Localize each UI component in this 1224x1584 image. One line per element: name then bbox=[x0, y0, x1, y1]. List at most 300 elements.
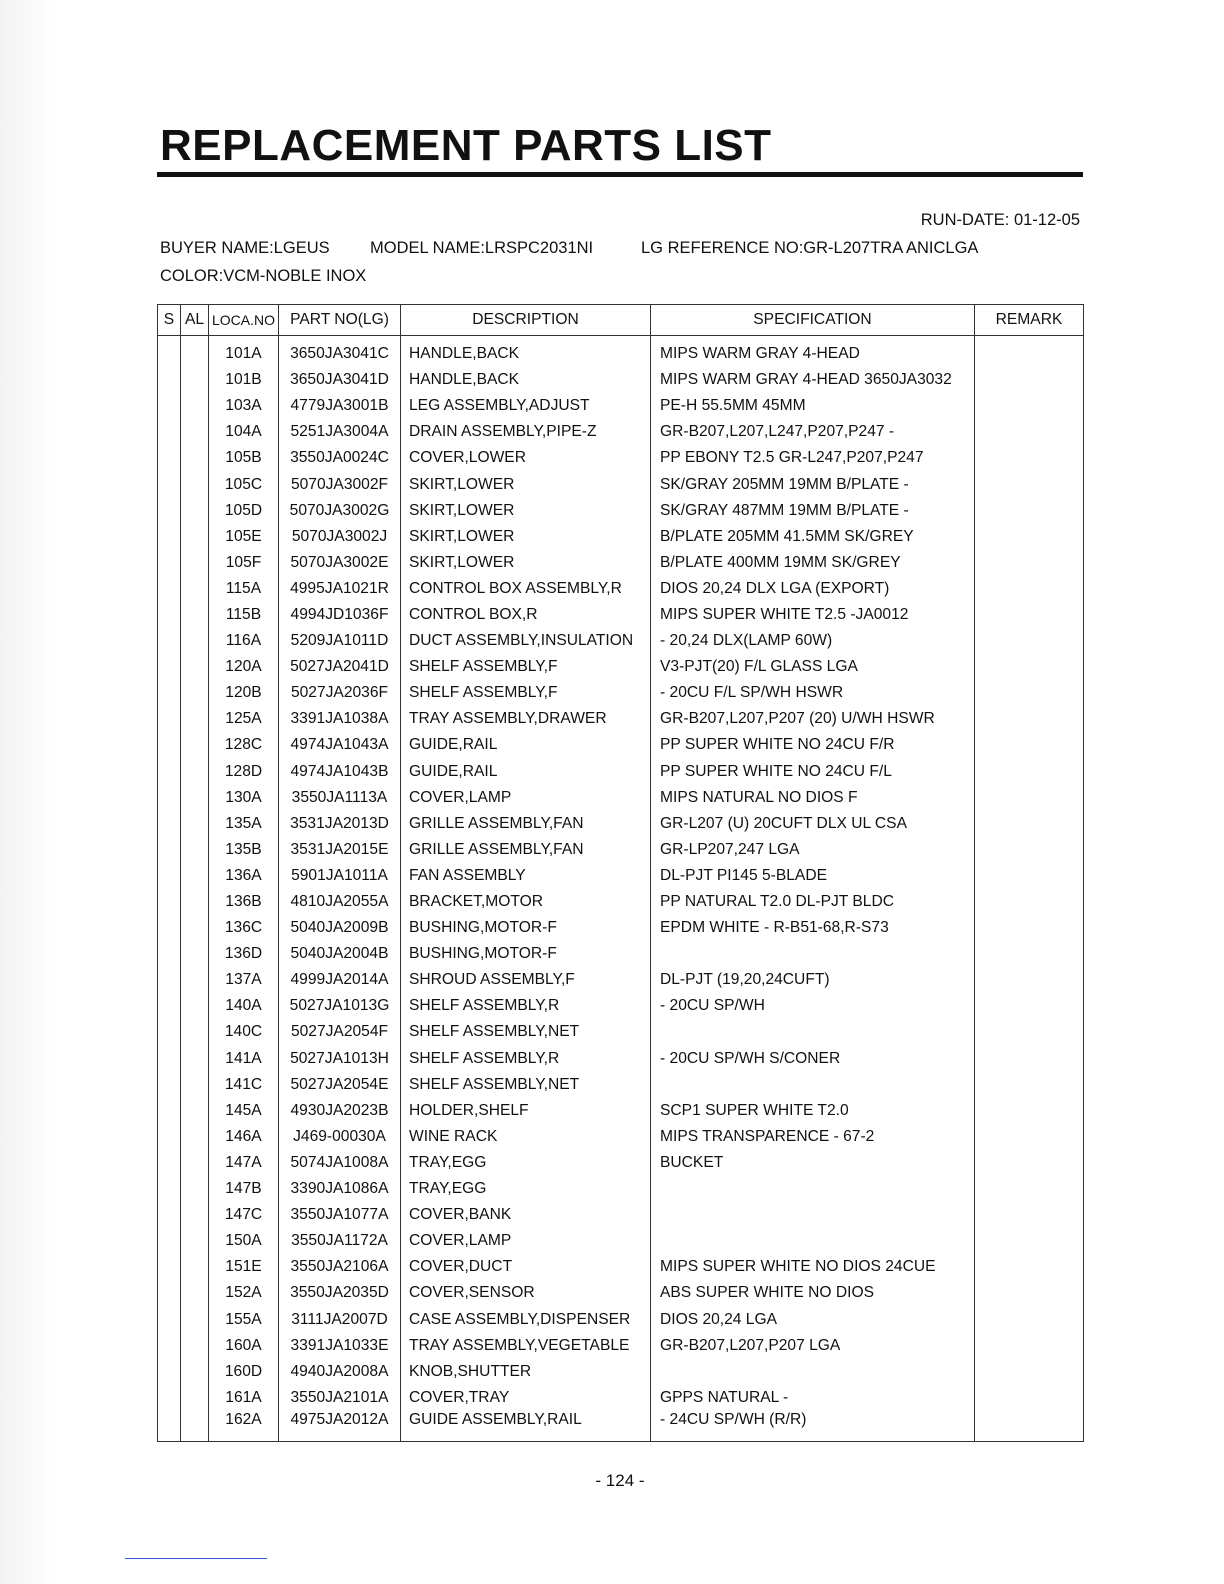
cell-remark bbox=[975, 1333, 1084, 1359]
cell-s bbox=[158, 680, 181, 706]
cell-specification: PE-H 55.5MM 45MM bbox=[651, 393, 975, 419]
cell-specification: MIPS WARM GRAY 4-HEAD 3650JA3032 bbox=[651, 367, 975, 393]
cell-loca-no: 162A bbox=[209, 1411, 279, 1442]
table-row bbox=[158, 445, 1084, 471]
cell-description: SHELF ASSEMBLY,F bbox=[401, 680, 651, 706]
cell-part-no: 4940JA2008A bbox=[279, 1359, 401, 1385]
cell-s bbox=[158, 654, 181, 680]
cell-description: GUIDE ASSEMBLY,RAIL bbox=[401, 1411, 651, 1442]
table-row bbox=[158, 993, 1084, 1019]
column-header-specification: SPECIFICATION bbox=[651, 305, 975, 336]
cell-remark bbox=[975, 863, 1084, 889]
table-row bbox=[158, 732, 1084, 758]
table-row bbox=[158, 341, 1084, 367]
cell-al bbox=[181, 393, 209, 419]
cell-s bbox=[158, 732, 181, 758]
cell-remark bbox=[975, 654, 1084, 680]
cell-remark bbox=[975, 628, 1084, 654]
cell-specification bbox=[651, 1176, 975, 1202]
cell-part-no: 5209JA1011D bbox=[279, 628, 401, 654]
parts-table-body bbox=[158, 336, 1084, 1442]
cell-remark bbox=[975, 785, 1084, 811]
cell-part-no: 4779JA3001B bbox=[279, 393, 401, 419]
cell-part-no: 5027JA2041D bbox=[279, 654, 401, 680]
cell-s bbox=[158, 1098, 181, 1124]
cell-loca-no: 120B bbox=[209, 680, 279, 706]
column-header-loca-no: LOCA.NO bbox=[209, 305, 279, 336]
cell-description: CONTROL BOX,R bbox=[401, 602, 651, 628]
lg-reference: LG REFERENCE NO:GR-L207TRA ANICLGA bbox=[641, 239, 979, 257]
cell-al bbox=[181, 759, 209, 785]
cell-specification: B/PLATE 205MM 41.5MM SK/GREY bbox=[651, 524, 975, 550]
cell-specification: BUCKET bbox=[651, 1150, 975, 1176]
cell-al bbox=[181, 1124, 209, 1150]
table-row bbox=[158, 811, 1084, 837]
cell-loca-no: 105E bbox=[209, 524, 279, 550]
footer-link-line bbox=[125, 1558, 267, 1559]
cell-remark bbox=[975, 471, 1084, 497]
cell-remark bbox=[975, 967, 1084, 993]
cell-remark bbox=[975, 993, 1084, 1019]
table-row bbox=[158, 706, 1084, 732]
cell-remark bbox=[975, 1306, 1084, 1332]
cell-part-no: 4810JA2055A bbox=[279, 889, 401, 915]
cell-remark bbox=[975, 915, 1084, 941]
cell-remark bbox=[975, 941, 1084, 967]
table-row bbox=[158, 628, 1084, 654]
cell-part-no: 4974JA1043A bbox=[279, 732, 401, 758]
page-title: REPLACEMENT PARTS LIST bbox=[160, 121, 772, 170]
cell-s bbox=[158, 967, 181, 993]
table-row bbox=[158, 941, 1084, 967]
cell-part-no: 3531JA2015E bbox=[279, 837, 401, 863]
cell-specification bbox=[651, 941, 975, 967]
cell-remark bbox=[975, 1202, 1084, 1228]
cell-s bbox=[158, 1333, 181, 1359]
cell-loca-no: 137A bbox=[209, 967, 279, 993]
table-row bbox=[158, 1359, 1084, 1385]
cell-loca-no: 105C bbox=[209, 471, 279, 497]
cell-s bbox=[158, 576, 181, 602]
cell-loca-no: 160A bbox=[209, 1333, 279, 1359]
cell-al bbox=[181, 680, 209, 706]
cell-part-no: 3550JA2106A bbox=[279, 1254, 401, 1280]
cell-description: WINE RACK bbox=[401, 1124, 651, 1150]
cell-s bbox=[158, 419, 181, 445]
cell-description: SHELF ASSEMBLY,NET bbox=[401, 1019, 651, 1045]
cell-loca-no: 145A bbox=[209, 1098, 279, 1124]
cell-remark bbox=[975, 1019, 1084, 1045]
cell-remark bbox=[975, 1280, 1084, 1306]
cell-remark bbox=[975, 706, 1084, 732]
cell-specification: GR-B207,L207,L247,P207,P247 - bbox=[651, 419, 975, 445]
cell-loca-no: 140C bbox=[209, 1019, 279, 1045]
cell-s bbox=[158, 1280, 181, 1306]
cell-specification: V3-PJT(20) F/L GLASS LGA bbox=[651, 654, 975, 680]
cell-specification: DIOS 20,24 LGA bbox=[651, 1306, 975, 1332]
cell-description: SKIRT,LOWER bbox=[401, 524, 651, 550]
cell-al bbox=[181, 576, 209, 602]
cell-specification: PP SUPER WHITE NO 24CU F/R bbox=[651, 732, 975, 758]
cell-specification: GR-B207,L207,P207 LGA bbox=[651, 1333, 975, 1359]
cell-description: COVER,LOWER bbox=[401, 445, 651, 471]
cell-specification: - 20CU SP/WH bbox=[651, 993, 975, 1019]
table-row bbox=[158, 654, 1084, 680]
cell-loca-no: 105D bbox=[209, 498, 279, 524]
cell-part-no: 3111JA2007D bbox=[279, 1306, 401, 1332]
cell-loca-no: 152A bbox=[209, 1280, 279, 1306]
table-row bbox=[158, 1072, 1084, 1098]
cell-al bbox=[181, 419, 209, 445]
cell-loca-no: 105B bbox=[209, 445, 279, 471]
cell-s bbox=[158, 941, 181, 967]
cell-al bbox=[181, 1411, 209, 1442]
cell-loca-no: 136B bbox=[209, 889, 279, 915]
cell-description: DRAIN ASSEMBLY,PIPE-Z bbox=[401, 419, 651, 445]
cell-al bbox=[181, 993, 209, 1019]
cell-remark bbox=[975, 498, 1084, 524]
table-row bbox=[158, 1202, 1084, 1228]
cell-al bbox=[181, 445, 209, 471]
cell-loca-no: 115A bbox=[209, 576, 279, 602]
cell-description: BRACKET,MOTOR bbox=[401, 889, 651, 915]
cell-remark bbox=[975, 1150, 1084, 1176]
cell-specification: SK/GRAY 487MM 19MM B/PLATE - bbox=[651, 498, 975, 524]
cell-specification bbox=[651, 1072, 975, 1098]
cell-remark bbox=[975, 889, 1084, 915]
table-row bbox=[158, 680, 1084, 706]
cell-al bbox=[181, 341, 209, 367]
cell-loca-no: 101A bbox=[209, 341, 279, 367]
cell-description: COVER,TRAY bbox=[401, 1385, 651, 1411]
cell-remark bbox=[975, 837, 1084, 863]
table-row bbox=[158, 837, 1084, 863]
cell-loca-no: 128D bbox=[209, 759, 279, 785]
cell-part-no: 4999JA2014A bbox=[279, 967, 401, 993]
table-row bbox=[158, 576, 1084, 602]
column-header-part-no: PART NO(LG) bbox=[279, 305, 401, 336]
cell-specification: PP SUPER WHITE NO 24CU F/L bbox=[651, 759, 975, 785]
table-row bbox=[158, 1333, 1084, 1359]
cell-part-no: 3391JA1038A bbox=[279, 706, 401, 732]
cell-part-no: 5251JA3004A bbox=[279, 419, 401, 445]
cell-loca-no: 103A bbox=[209, 393, 279, 419]
cell-remark bbox=[975, 1098, 1084, 1124]
cell-al bbox=[181, 1333, 209, 1359]
column-header-description: DESCRIPTION bbox=[401, 305, 651, 336]
cell-description: SHROUD ASSEMBLY,F bbox=[401, 967, 651, 993]
cell-remark bbox=[975, 1046, 1084, 1072]
cell-part-no: 5040JA2009B bbox=[279, 915, 401, 941]
cell-loca-no: 147A bbox=[209, 1150, 279, 1176]
cell-s bbox=[158, 1411, 181, 1442]
cell-description: HOLDER,SHELF bbox=[401, 1098, 651, 1124]
cell-s bbox=[158, 1046, 181, 1072]
cell-remark bbox=[975, 341, 1084, 367]
cell-al bbox=[181, 1072, 209, 1098]
cell-specification: GR-LP207,247 LGA bbox=[651, 837, 975, 863]
cell-part-no: 4930JA2023B bbox=[279, 1098, 401, 1124]
cell-al bbox=[181, 1385, 209, 1411]
cell-description: CONTROL BOX ASSEMBLY,R bbox=[401, 576, 651, 602]
cell-s bbox=[158, 863, 181, 889]
cell-al bbox=[181, 967, 209, 993]
table-row bbox=[158, 471, 1084, 497]
cell-part-no: 5070JA3002F bbox=[279, 471, 401, 497]
cell-loca-no: 115B bbox=[209, 602, 279, 628]
cell-al bbox=[181, 732, 209, 758]
cell-al bbox=[181, 863, 209, 889]
run-date: RUN-DATE: 01-12-05 bbox=[920, 211, 1080, 229]
table-row bbox=[158, 759, 1084, 785]
cell-part-no: 5070JA3002J bbox=[279, 524, 401, 550]
cell-s bbox=[158, 471, 181, 497]
cell-description: GRILLE ASSEMBLY,FAN bbox=[401, 811, 651, 837]
cell-part-no: 5070JA3002G bbox=[279, 498, 401, 524]
table-row bbox=[158, 1019, 1084, 1045]
table-row bbox=[158, 1280, 1084, 1306]
cell-al bbox=[181, 628, 209, 654]
cell-specification: MIPS TRANSPARENCE - 67-2 bbox=[651, 1124, 975, 1150]
cell-s bbox=[158, 889, 181, 915]
cell-specification: SK/GRAY 205MM 19MM B/PLATE - bbox=[651, 471, 975, 497]
cell-part-no: 5027JA2036F bbox=[279, 680, 401, 706]
cell-al bbox=[181, 889, 209, 915]
cell-loca-no: 151E bbox=[209, 1254, 279, 1280]
cell-description: COVER,SENSOR bbox=[401, 1280, 651, 1306]
cell-specification: DL-PJT (19,20,24CUFT) bbox=[651, 967, 975, 993]
table-row bbox=[158, 785, 1084, 811]
cell-remark bbox=[975, 1411, 1084, 1442]
cell-remark bbox=[975, 550, 1084, 576]
cell-al bbox=[181, 524, 209, 550]
cell-s bbox=[158, 1202, 181, 1228]
cell-loca-no: 130A bbox=[209, 785, 279, 811]
cell-part-no: 5027JA1013H bbox=[279, 1046, 401, 1072]
cell-s bbox=[158, 785, 181, 811]
table-row bbox=[158, 419, 1084, 445]
cell-remark bbox=[975, 1359, 1084, 1385]
cell-s bbox=[158, 445, 181, 471]
cell-loca-no: 140A bbox=[209, 993, 279, 1019]
cell-part-no: 5027JA1013G bbox=[279, 993, 401, 1019]
cell-loca-no: 146A bbox=[209, 1124, 279, 1150]
cell-description: GUIDE,RAIL bbox=[401, 759, 651, 785]
cell-remark bbox=[975, 602, 1084, 628]
cell-description: TRAY,EGG bbox=[401, 1150, 651, 1176]
cell-description: DUCT ASSEMBLY,INSULATION bbox=[401, 628, 651, 654]
cell-al bbox=[181, 811, 209, 837]
cell-loca-no: 155A bbox=[209, 1306, 279, 1332]
cell-specification bbox=[651, 1359, 975, 1385]
cell-al bbox=[181, 1019, 209, 1045]
cell-specification: GR-L207 (U) 20CUFT DLX UL CSA bbox=[651, 811, 975, 837]
cell-s bbox=[158, 1385, 181, 1411]
cell-part-no: 3390JA1086A bbox=[279, 1176, 401, 1202]
cell-loca-no: 141A bbox=[209, 1046, 279, 1072]
cell-description: SKIRT,LOWER bbox=[401, 550, 651, 576]
cell-loca-no: 150A bbox=[209, 1228, 279, 1254]
cell-s bbox=[158, 524, 181, 550]
cell-al bbox=[181, 915, 209, 941]
cell-s bbox=[158, 1124, 181, 1150]
cell-al bbox=[181, 1150, 209, 1176]
cell-s bbox=[158, 602, 181, 628]
cell-specification: - 20CU SP/WH S/CONER bbox=[651, 1046, 975, 1072]
cell-loca-no: 136D bbox=[209, 941, 279, 967]
table-row bbox=[158, 367, 1084, 393]
cell-loca-no: 141C bbox=[209, 1072, 279, 1098]
cell-part-no: 3550JA1077A bbox=[279, 1202, 401, 1228]
cell-loca-no: 105F bbox=[209, 550, 279, 576]
column-header-s: S bbox=[158, 305, 181, 336]
cell-s bbox=[158, 837, 181, 863]
cell-part-no: 3550JA0024C bbox=[279, 445, 401, 471]
cell-part-no: 3650JA3041D bbox=[279, 367, 401, 393]
cell-description: TRAY ASSEMBLY,DRAWER bbox=[401, 706, 651, 732]
cell-loca-no: 135B bbox=[209, 837, 279, 863]
cell-remark bbox=[975, 1228, 1084, 1254]
cell-specification bbox=[651, 1228, 975, 1254]
cell-al bbox=[181, 706, 209, 732]
table-row bbox=[158, 915, 1084, 941]
cell-al bbox=[181, 785, 209, 811]
cell-specification: EPDM WHITE - R-B51-68,R-S73 bbox=[651, 915, 975, 941]
cell-s bbox=[158, 1254, 181, 1280]
parts-table bbox=[157, 304, 1084, 1442]
cell-remark bbox=[975, 1254, 1084, 1280]
cell-description: KNOB,SHUTTER bbox=[401, 1359, 651, 1385]
cell-description: SHELF ASSEMBLY,R bbox=[401, 993, 651, 1019]
cell-s bbox=[158, 393, 181, 419]
cell-part-no: 3650JA3041C bbox=[279, 341, 401, 367]
cell-description: LEG ASSEMBLY,ADJUST bbox=[401, 393, 651, 419]
title-rule bbox=[157, 172, 1083, 177]
cell-description: SKIRT,LOWER bbox=[401, 471, 651, 497]
cell-description: COVER,LAMP bbox=[401, 785, 651, 811]
model-name: MODEL NAME:LRSPC2031NI bbox=[370, 239, 594, 257]
column-header-al: AL bbox=[181, 305, 209, 336]
cell-al bbox=[181, 1098, 209, 1124]
cell-al bbox=[181, 471, 209, 497]
cell-al bbox=[181, 498, 209, 524]
cell-specification: SCP1 SUPER WHITE T2.0 bbox=[651, 1098, 975, 1124]
cell-s bbox=[158, 1019, 181, 1045]
cell-part-no: 4994JD1036F bbox=[279, 602, 401, 628]
cell-description: SHELF ASSEMBLY,F bbox=[401, 654, 651, 680]
cell-s bbox=[158, 550, 181, 576]
column-header-remark: REMARK bbox=[975, 305, 1084, 336]
cell-remark bbox=[975, 367, 1084, 393]
cell-description: COVER,DUCT bbox=[401, 1254, 651, 1280]
color-name: COLOR:VCM-NOBLE INOX bbox=[160, 267, 367, 285]
cell-s bbox=[158, 1228, 181, 1254]
cell-description: COVER,BANK bbox=[401, 1202, 651, 1228]
table-row bbox=[158, 1385, 1084, 1411]
cell-remark bbox=[975, 1385, 1084, 1411]
cell-remark bbox=[975, 759, 1084, 785]
cell-part-no: 5027JA2054F bbox=[279, 1019, 401, 1045]
cell-description: BUSHING,MOTOR-F bbox=[401, 915, 651, 941]
cell-s bbox=[158, 341, 181, 367]
cell-part-no: 4974JA1043B bbox=[279, 759, 401, 785]
cell-part-no: 3391JA1033E bbox=[279, 1333, 401, 1359]
cell-al bbox=[181, 602, 209, 628]
cell-part-no: 3550JA1113A bbox=[279, 785, 401, 811]
cell-al bbox=[181, 1202, 209, 1228]
cell-part-no: 3531JA2013D bbox=[279, 811, 401, 837]
cell-part-no: 5074JA1008A bbox=[279, 1150, 401, 1176]
table-row bbox=[158, 550, 1084, 576]
table-row bbox=[158, 1150, 1084, 1176]
cell-specification: ABS SUPER WHITE NO DIOS bbox=[651, 1280, 975, 1306]
table-row bbox=[158, 967, 1084, 993]
cell-part-no: 3550JA1172A bbox=[279, 1228, 401, 1254]
cell-al bbox=[181, 1306, 209, 1332]
cell-specification: - 24CU SP/WH (R/R) bbox=[651, 1411, 975, 1442]
table-header-row bbox=[158, 305, 1084, 336]
table-row bbox=[158, 1306, 1084, 1332]
cell-description: BUSHING,MOTOR-F bbox=[401, 941, 651, 967]
cell-remark bbox=[975, 445, 1084, 471]
cell-al bbox=[181, 1359, 209, 1385]
cell-s bbox=[158, 628, 181, 654]
cell-part-no: 4995JA1021R bbox=[279, 576, 401, 602]
cell-specification: PP NATURAL T2.0 DL-PJT BLDC bbox=[651, 889, 975, 915]
cell-loca-no: 125A bbox=[209, 706, 279, 732]
cell-description: COVER,LAMP bbox=[401, 1228, 651, 1254]
cell-loca-no: 136C bbox=[209, 915, 279, 941]
cell-specification: MIPS SUPER WHITE NO DIOS 24CUE bbox=[651, 1254, 975, 1280]
table-row bbox=[158, 863, 1084, 889]
cell-specification: MIPS WARM GRAY 4-HEAD bbox=[651, 341, 975, 367]
cell-description: SHELF ASSEMBLY,NET bbox=[401, 1072, 651, 1098]
table-row bbox=[158, 1254, 1084, 1280]
cell-s bbox=[158, 1359, 181, 1385]
cell-s bbox=[158, 367, 181, 393]
cell-remark bbox=[975, 1124, 1084, 1150]
cell-description: SKIRT,LOWER bbox=[401, 498, 651, 524]
cell-al bbox=[181, 1176, 209, 1202]
cell-specification: PP EBONY T2.5 GR-L247,P207,P247 bbox=[651, 445, 975, 471]
cell-s bbox=[158, 1072, 181, 1098]
cell-al bbox=[181, 1254, 209, 1280]
cell-specification: MIPS SUPER WHITE T2.5 -JA0012 bbox=[651, 602, 975, 628]
table-row bbox=[158, 1046, 1084, 1072]
table-row bbox=[158, 498, 1084, 524]
cell-description: HANDLE,BACK bbox=[401, 341, 651, 367]
page-shadow bbox=[0, 0, 52, 1584]
table-row bbox=[158, 1098, 1084, 1124]
table-row bbox=[158, 393, 1084, 419]
cell-part-no: 5901JA1011A bbox=[279, 863, 401, 889]
table-row bbox=[158, 524, 1084, 550]
cell-loca-no: 128C bbox=[209, 732, 279, 758]
cell-s bbox=[158, 915, 181, 941]
cell-al bbox=[181, 941, 209, 967]
table-row bbox=[158, 602, 1084, 628]
cell-loca-no: 101B bbox=[209, 367, 279, 393]
cell-remark bbox=[975, 419, 1084, 445]
buyer-name: BUYER NAME:LGEUS bbox=[160, 239, 330, 257]
cell-specification: - 20CU F/L SP/WH HSWR bbox=[651, 680, 975, 706]
cell-description: GRILLE ASSEMBLY,FAN bbox=[401, 837, 651, 863]
cell-specification: GR-B207,L207,P207 (20) U/WH HSWR bbox=[651, 706, 975, 732]
cell-specification: - 20,24 DLX(LAMP 60W) bbox=[651, 628, 975, 654]
cell-description: CASE ASSEMBLY,DISPENSER bbox=[401, 1306, 651, 1332]
table-row bbox=[158, 1124, 1084, 1150]
table-row bbox=[158, 889, 1084, 915]
